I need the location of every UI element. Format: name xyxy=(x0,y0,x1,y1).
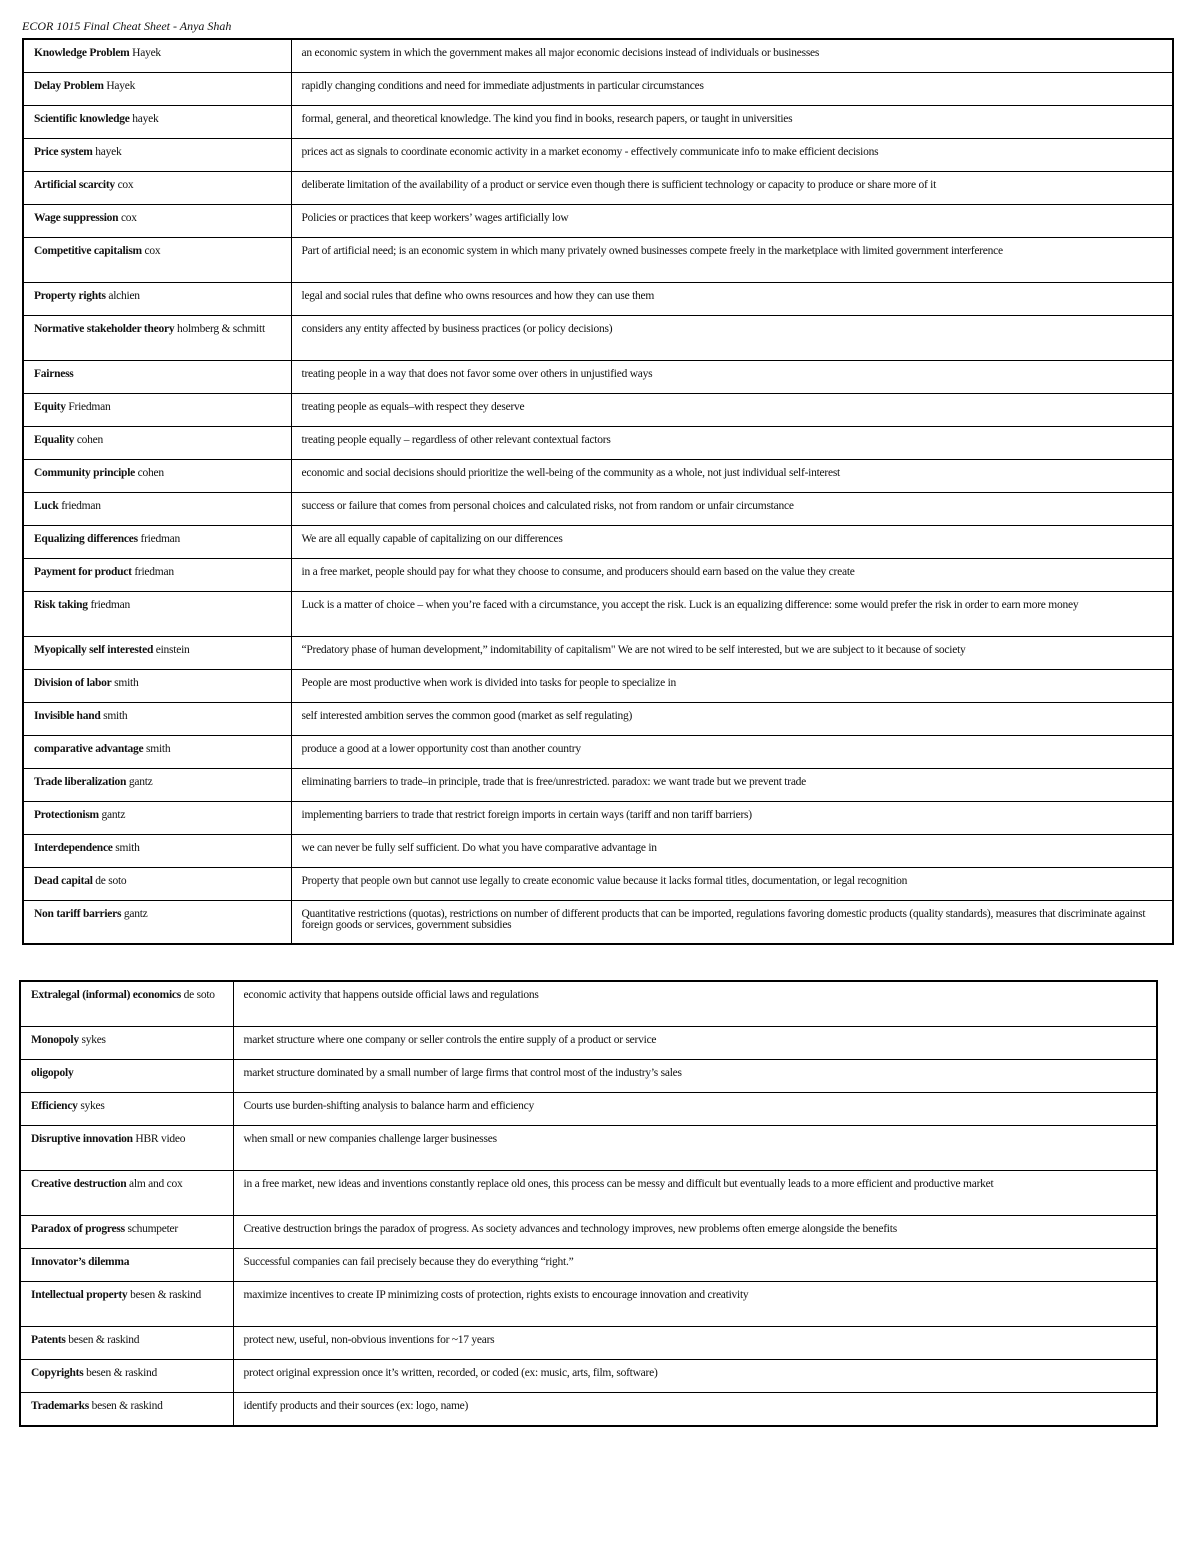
term-source: alchien xyxy=(105,290,140,302)
term-source: smith xyxy=(112,842,140,854)
term-source: cox xyxy=(118,212,137,224)
term-source: HBR video xyxy=(132,1133,186,1145)
definition-text: when small or new companies challenge larger businesses xyxy=(243,1133,497,1145)
term-cell xyxy=(23,172,291,205)
table-row xyxy=(23,39,1173,73)
definition-text: We are all equally capable of capitalizing on our differences xyxy=(301,533,563,545)
term-source: de soto xyxy=(181,989,215,1001)
term-name: Copyrights xyxy=(31,1367,84,1379)
definition-cell xyxy=(291,703,1173,736)
term-name: Invisible hand xyxy=(34,710,101,722)
term-cell xyxy=(23,238,291,283)
term-cell xyxy=(20,1060,233,1093)
term-source: besen & raskind xyxy=(88,1400,163,1412)
table-row xyxy=(23,703,1173,736)
term-source: holmberg & schmitt xyxy=(174,323,265,335)
terms-table-2 xyxy=(19,980,1158,1427)
definition-text: deliberate limitation of the availability of a product or service even though there is sufficient technology or capacity to produce or share more of it xyxy=(301,179,937,191)
table-row xyxy=(23,205,1173,238)
definition-text: Policies or practices that keep workers’ wages artificially low xyxy=(301,212,569,224)
term-cell xyxy=(23,559,291,592)
term-name: comparative advantage xyxy=(34,743,144,755)
definition-cell xyxy=(291,172,1173,205)
definition-text: Luck is a matter of choice – when you’re faced with a circumstance, you accept the risk. Luck is an equalizing difference: some would prefer the risk in order to earn more money xyxy=(301,599,1079,611)
term-source: hayek xyxy=(129,113,159,125)
term-cell xyxy=(23,526,291,559)
term-source: schumpeter xyxy=(124,1223,178,1235)
term-name: Efficiency xyxy=(31,1100,78,1112)
table-row xyxy=(23,394,1173,427)
term-source: cohen xyxy=(135,467,164,479)
term-name: Equality xyxy=(34,434,75,446)
definition-cell xyxy=(233,1216,1157,1249)
term-cell xyxy=(20,1327,233,1360)
term-name: Trademarks xyxy=(31,1400,89,1412)
table-row xyxy=(20,1060,1157,1093)
definition-cell xyxy=(291,868,1173,901)
definition-cell xyxy=(233,1171,1157,1216)
term-cell xyxy=(20,1393,233,1427)
term-cell xyxy=(23,769,291,802)
definition-text: economic and social decisions should prioritize the well-being of the community as a whole, not just individual self-interest xyxy=(301,467,841,479)
definition-cell xyxy=(233,1360,1157,1393)
definition-text: treating people in a way that does not favor some over others in unjustified ways xyxy=(301,368,653,380)
definition-text: rapidly changing conditions and need for immediate adjustments in particular circumstances xyxy=(301,80,704,92)
term-name: Division of labor xyxy=(34,677,112,689)
definition-cell xyxy=(291,106,1173,139)
term-name: Trade liberalization xyxy=(34,776,127,788)
table-row xyxy=(20,1027,1157,1060)
term-source: Hayek xyxy=(103,80,136,92)
table-row xyxy=(23,316,1173,361)
definition-text: protect new, useful, non-obvious inventions for ~17 years xyxy=(243,1334,495,1346)
definition-cell xyxy=(291,493,1173,526)
term-source: smith xyxy=(111,677,139,689)
term-name: Creative destruction xyxy=(31,1178,127,1190)
term-name: Extralegal (informal) economics xyxy=(31,989,182,1001)
term-name: Price system xyxy=(34,146,93,158)
term-name: Fairness xyxy=(34,368,74,380)
term-cell xyxy=(20,981,233,1027)
term-cell xyxy=(23,868,291,901)
term-name: Protectionism xyxy=(34,809,99,821)
term-name: Artificial scarcity xyxy=(34,179,115,191)
term-source: friedman xyxy=(137,533,180,545)
definition-text: Courts use burden-shifting analysis to balance harm and efficiency xyxy=(243,1100,535,1112)
term-source: sykes xyxy=(78,1034,106,1046)
term-cell xyxy=(20,1027,233,1060)
definition-text: eliminating barriers to trade–in principle, trade that is free/unrestricted. paradox: we want trade but we prevent trade xyxy=(301,776,807,788)
term-source: friedman xyxy=(131,566,174,578)
table-row xyxy=(23,172,1173,205)
table-row xyxy=(23,526,1173,559)
term-cell xyxy=(23,460,291,493)
term-cell xyxy=(23,802,291,835)
definition-text: we can never be fully self sufficient. Do what you have comparative advantage in xyxy=(301,842,657,854)
term-source: besen & raskind xyxy=(127,1289,202,1301)
term-name: Normative stakeholder theory xyxy=(34,323,175,335)
definition-cell xyxy=(233,1249,1157,1282)
table-row xyxy=(23,559,1173,592)
definition-cell xyxy=(291,802,1173,835)
term-cell xyxy=(20,1216,233,1249)
definition-text: economic activity that happens outside official laws and regulations xyxy=(243,989,539,1001)
term-name: Payment for product xyxy=(34,566,132,578)
table-row xyxy=(23,427,1173,460)
term-source: de soto xyxy=(92,875,127,887)
definition-cell xyxy=(291,670,1173,703)
term-source: besen & raskind xyxy=(65,1334,140,1346)
definition-cell xyxy=(233,1282,1157,1327)
table-row xyxy=(23,139,1173,172)
term-name: Intellectual property xyxy=(31,1289,128,1301)
table-row xyxy=(20,1393,1157,1427)
term-name: Wage suppression xyxy=(34,212,119,224)
term-cell xyxy=(23,361,291,394)
term-source: einstein xyxy=(153,644,190,656)
term-source: gantz xyxy=(121,908,148,920)
term-cell xyxy=(20,1093,233,1126)
term-name: Disruptive innovation xyxy=(31,1133,133,1145)
definition-text: success or failure that comes from personal choices and calculated risks, not from random or unfair circumstance xyxy=(301,500,794,512)
term-cell xyxy=(23,670,291,703)
table-row xyxy=(23,901,1173,945)
table-row xyxy=(23,736,1173,769)
definition-text: in a free market, new ideas and inventions constantly replace old ones, this process can be messy and difficult but eventually leads to a more efficient and productive market xyxy=(243,1178,994,1190)
term-source: smith xyxy=(143,743,171,755)
definition-cell xyxy=(233,1027,1157,1060)
term-name: Interdependence xyxy=(34,842,113,854)
term-source: Friedman xyxy=(65,401,111,413)
term-cell xyxy=(20,1360,233,1393)
table-row xyxy=(23,460,1173,493)
term-name: Delay Problem xyxy=(34,80,104,92)
term-name: Paradox of progress xyxy=(31,1223,125,1235)
definition-cell xyxy=(291,139,1173,172)
term-source: friedman xyxy=(58,500,101,512)
definition-cell xyxy=(291,460,1173,493)
definition-cell xyxy=(233,1393,1157,1427)
term-cell xyxy=(23,73,291,106)
definition-text: considers any entity affected by business practices (or policy decisions) xyxy=(301,323,613,335)
definition-cell xyxy=(291,316,1173,361)
term-name: Luck xyxy=(34,500,59,512)
definition-cell xyxy=(233,1327,1157,1360)
term-name: Competitive capitalism xyxy=(34,245,142,257)
term-name: Monopoly xyxy=(31,1034,79,1046)
definition-text: “Predatory phase of human development,” indomitability of capitalism" We are not wired to be self interested, but we are subject to it because of society xyxy=(301,644,966,656)
table-row xyxy=(23,493,1173,526)
term-source: gantz xyxy=(98,809,126,821)
definition-cell xyxy=(291,559,1173,592)
table-row xyxy=(23,835,1173,868)
definition-cell xyxy=(291,39,1173,73)
table-row xyxy=(23,868,1173,901)
term-cell xyxy=(23,139,291,172)
definition-cell xyxy=(291,592,1173,637)
definition-text: Creative destruction brings the paradox of progress. As society advances and technology improves, new problems often emerge alongside the benefits xyxy=(243,1223,897,1235)
definition-cell xyxy=(291,394,1173,427)
term-cell xyxy=(23,736,291,769)
table-row xyxy=(23,283,1173,316)
term-cell xyxy=(20,1282,233,1327)
term-cell xyxy=(20,1171,233,1216)
term-cell xyxy=(23,283,291,316)
definition-cell xyxy=(291,736,1173,769)
table-row xyxy=(20,1327,1157,1360)
definition-cell xyxy=(291,73,1173,106)
term-cell xyxy=(23,427,291,460)
definition-text: identify products and their sources (ex: logo, name) xyxy=(243,1400,469,1412)
definition-text: in a free market, people should pay for what they choose to consume, and producers should earn based on the value they create xyxy=(301,566,855,578)
term-name: Patents xyxy=(31,1334,66,1346)
table-row xyxy=(23,592,1173,637)
term-source: besen & raskind xyxy=(83,1367,158,1379)
table-row xyxy=(20,1282,1157,1327)
definition-cell xyxy=(291,427,1173,460)
definition-cell xyxy=(291,283,1173,316)
term-cell xyxy=(23,205,291,238)
definition-cell xyxy=(233,1126,1157,1171)
term-cell xyxy=(20,1126,233,1171)
table-row xyxy=(20,1093,1157,1126)
definition-text: maximize incentives to create IP minimizing costs of protection, rights exists to encourage innovation and creativity xyxy=(243,1289,749,1301)
definition-text: People are most productive when work is divided into tasks for people to specialize in xyxy=(301,677,677,689)
definition-cell xyxy=(291,361,1173,394)
term-name: Myopically self interested xyxy=(34,644,154,656)
table-row xyxy=(23,106,1173,139)
term-name: oligopoly xyxy=(31,1067,74,1079)
term-cell xyxy=(23,703,291,736)
term-name: Knowledge Problem xyxy=(34,47,130,59)
definition-cell xyxy=(291,526,1173,559)
term-name: Community principle xyxy=(34,467,135,479)
term-cell xyxy=(23,39,291,73)
term-source: alm and cox xyxy=(126,1178,183,1190)
term-name: Equity xyxy=(34,401,66,413)
definition-cell xyxy=(233,1093,1157,1126)
term-cell xyxy=(23,394,291,427)
term-name: Equalizing differences xyxy=(34,533,138,545)
term-source: cohen xyxy=(74,434,104,446)
definition-cell xyxy=(233,981,1157,1027)
definition-text: market structure where one company or seller controls the entire supply of a product or service xyxy=(243,1034,657,1046)
table-row xyxy=(23,637,1173,670)
term-name: Innovator’s dilemma xyxy=(31,1256,130,1268)
definition-cell xyxy=(233,1060,1157,1093)
definition-text: an economic system in which the government makes all major economic decisions instead of individuals or businesses xyxy=(301,47,820,59)
table-row xyxy=(20,1216,1157,1249)
term-source: sykes xyxy=(77,1100,105,1112)
term-name: Risk taking xyxy=(34,599,88,611)
definition-text: treating people as equals–with respect they deserve xyxy=(301,401,525,413)
definition-text: Successful companies can fail precisely because they do everything “right.” xyxy=(243,1256,574,1268)
definition-text: prices act as signals to coordinate economic activity in a market economy - effectively communicate info to make efficient decisions xyxy=(301,146,879,158)
definition-cell xyxy=(291,238,1173,283)
term-cell xyxy=(23,835,291,868)
definition-text: formal, general, and theoretical knowledge. The kind you find in books, research papers, or taught in universities xyxy=(301,113,793,125)
term-cell xyxy=(23,592,291,637)
definition-text: market structure dominated by a small number of large firms that control most of the industry’s sales xyxy=(243,1067,682,1079)
table-row xyxy=(23,802,1173,835)
table-row xyxy=(20,1171,1157,1216)
term-source: cox xyxy=(114,179,134,191)
definition-text: protect original expression once it’s written, recorded, or coded (ex: music, arts, film, software) xyxy=(243,1367,658,1379)
definition-cell xyxy=(291,637,1173,670)
term-source: cox xyxy=(141,245,161,257)
term-cell xyxy=(23,901,291,945)
term-name: Property rights xyxy=(34,290,106,302)
term-name: Dead capital xyxy=(34,875,93,887)
term-cell xyxy=(23,106,291,139)
table-row xyxy=(23,670,1173,703)
definition-cell xyxy=(291,205,1173,238)
table-row xyxy=(23,361,1173,394)
table-row xyxy=(23,238,1173,283)
definition-text: implementing barriers to trade that restrict foreign imports in certain ways (tariff and non tariff barriers) xyxy=(301,809,752,821)
term-cell xyxy=(23,493,291,526)
term-source: friedman xyxy=(87,599,130,611)
term-source: gantz xyxy=(126,776,153,788)
table-row xyxy=(20,981,1157,1027)
term-name: Non tariff barriers xyxy=(34,908,122,920)
table-row xyxy=(20,1360,1157,1393)
term-cell xyxy=(23,637,291,670)
terms-table-1 xyxy=(22,38,1174,945)
term-cell xyxy=(20,1249,233,1282)
definition-cell xyxy=(291,835,1173,868)
table-row xyxy=(20,1126,1157,1171)
table-row xyxy=(23,73,1173,106)
definition-cell xyxy=(291,769,1173,802)
definition-text: legal and social rules that define who owns resources and how they can use them xyxy=(301,290,655,302)
definition-text: treating people equally – regardless of other relevant contextual factors xyxy=(301,434,611,446)
definition-text: self interested ambition serves the common good (market as self regulating) xyxy=(301,710,633,722)
term-source: Hayek xyxy=(129,47,161,59)
definition-text: Property that people own but cannot use legally to create economic value because it lacks formal titles, documentation, or legal recognition xyxy=(301,875,908,887)
term-source: smith xyxy=(100,710,128,722)
definition-text: Quantitative restrictions (quotas), restrictions on number of different products that can be imported, regulations favoring domestic products (quality standards), measures that discriminate against foreign goods or services, government subsidies xyxy=(301,908,1146,931)
definition-text: Part of artificial need; is an economic system in which many privately owned businesses compete freely in the marketplace with limited government interference xyxy=(301,245,1003,257)
definition-cell xyxy=(291,901,1173,945)
term-source: hayek xyxy=(92,146,122,158)
page-title: ECOR 1015 Final Cheat Sheet - Anya Shah xyxy=(22,19,232,33)
term-name: Scientific knowledge xyxy=(34,113,130,125)
term-cell xyxy=(23,316,291,361)
table-row xyxy=(20,1249,1157,1282)
definition-text: produce a good at a lower opportunity cost than another country xyxy=(301,743,581,755)
table-row xyxy=(23,769,1173,802)
